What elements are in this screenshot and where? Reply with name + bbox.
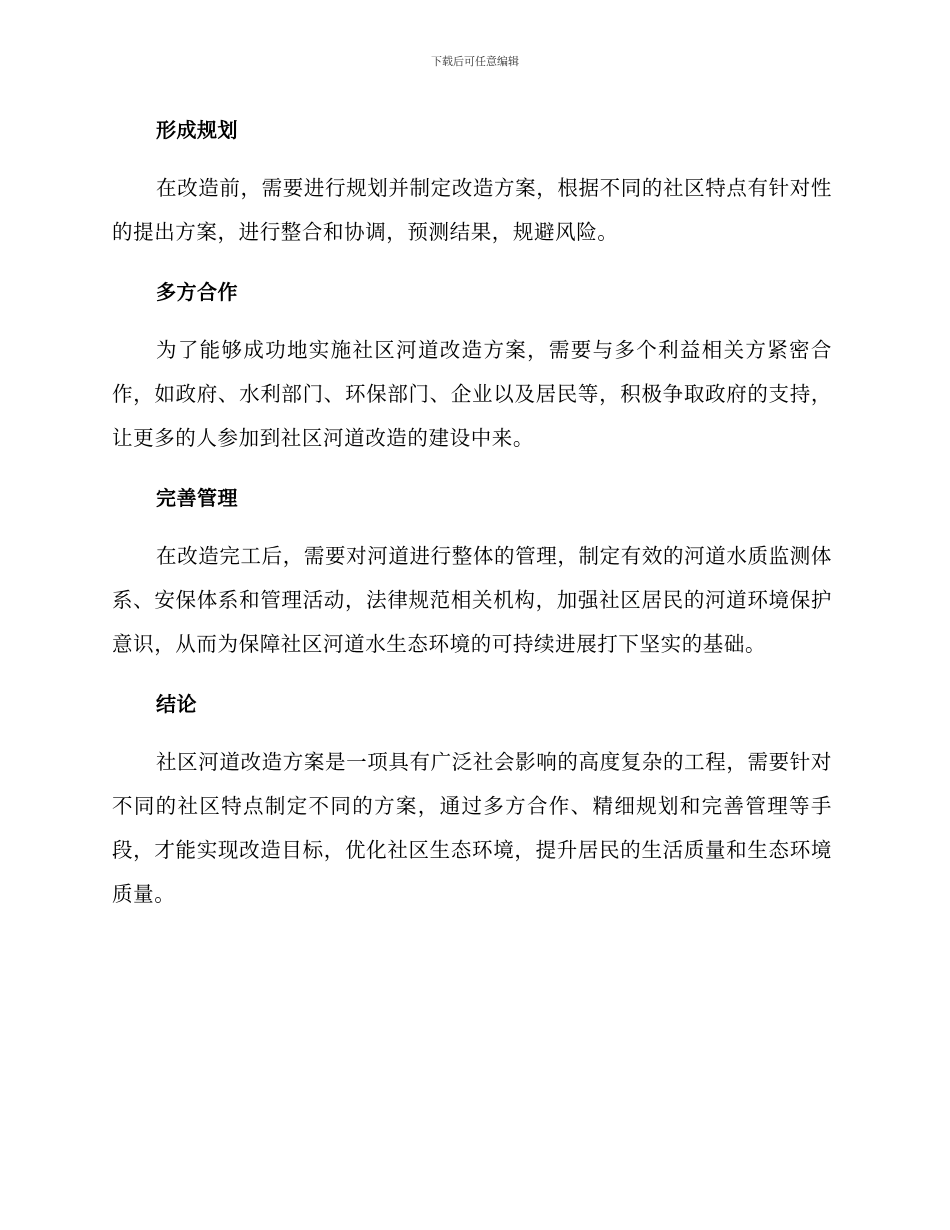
section-heading-management: 完善管理	[156, 486, 238, 510]
page-header-note: 下载后可任意编辑	[431, 55, 519, 68]
section-paragraph-cooperation: 为了能够成功地实施社区河道改造方案，需要与多个利益相关方紧密合作，如政府、水利部门、环保部门、企业以及居民等，积极争取政府的支持，让更多的人参加到社区河道改造的建设中来。	[112, 338, 832, 450]
section-heading-conclusion: 结论	[156, 692, 197, 716]
section-paragraph-conclusion: 社区河道改造方案是一项具有广泛社会影响的高度复杂的工程，需要针对不同的社区特点制定不同的方案，通过多方合作、精细规划和完善管理等手段，才能实现改造目标，优化社区生态环境，提升居民的生活质量和生态环境质量。	[112, 750, 832, 906]
document-body	[112, 108, 832, 916]
section-paragraph-management: 在改造完工后，需要对河道进行整体的管理，制定有效的河道水质监测体系、安保体系和管理活动，法律规范相关机构，加强社区居民的河道环境保护意识，从而为保障社区河道水生态环境的可持续进展打下坚实的基础。	[112, 544, 832, 656]
section-heading-cooperation: 多方合作	[156, 280, 238, 304]
section-paragraph-planning: 在改造前，需要进行规划并制定改造方案，根据不同的社区特点有针对性的提出方案，进行整合和协调，预测结果，规避风险。	[112, 176, 832, 244]
section-heading-planning: 形成规划	[156, 118, 238, 142]
